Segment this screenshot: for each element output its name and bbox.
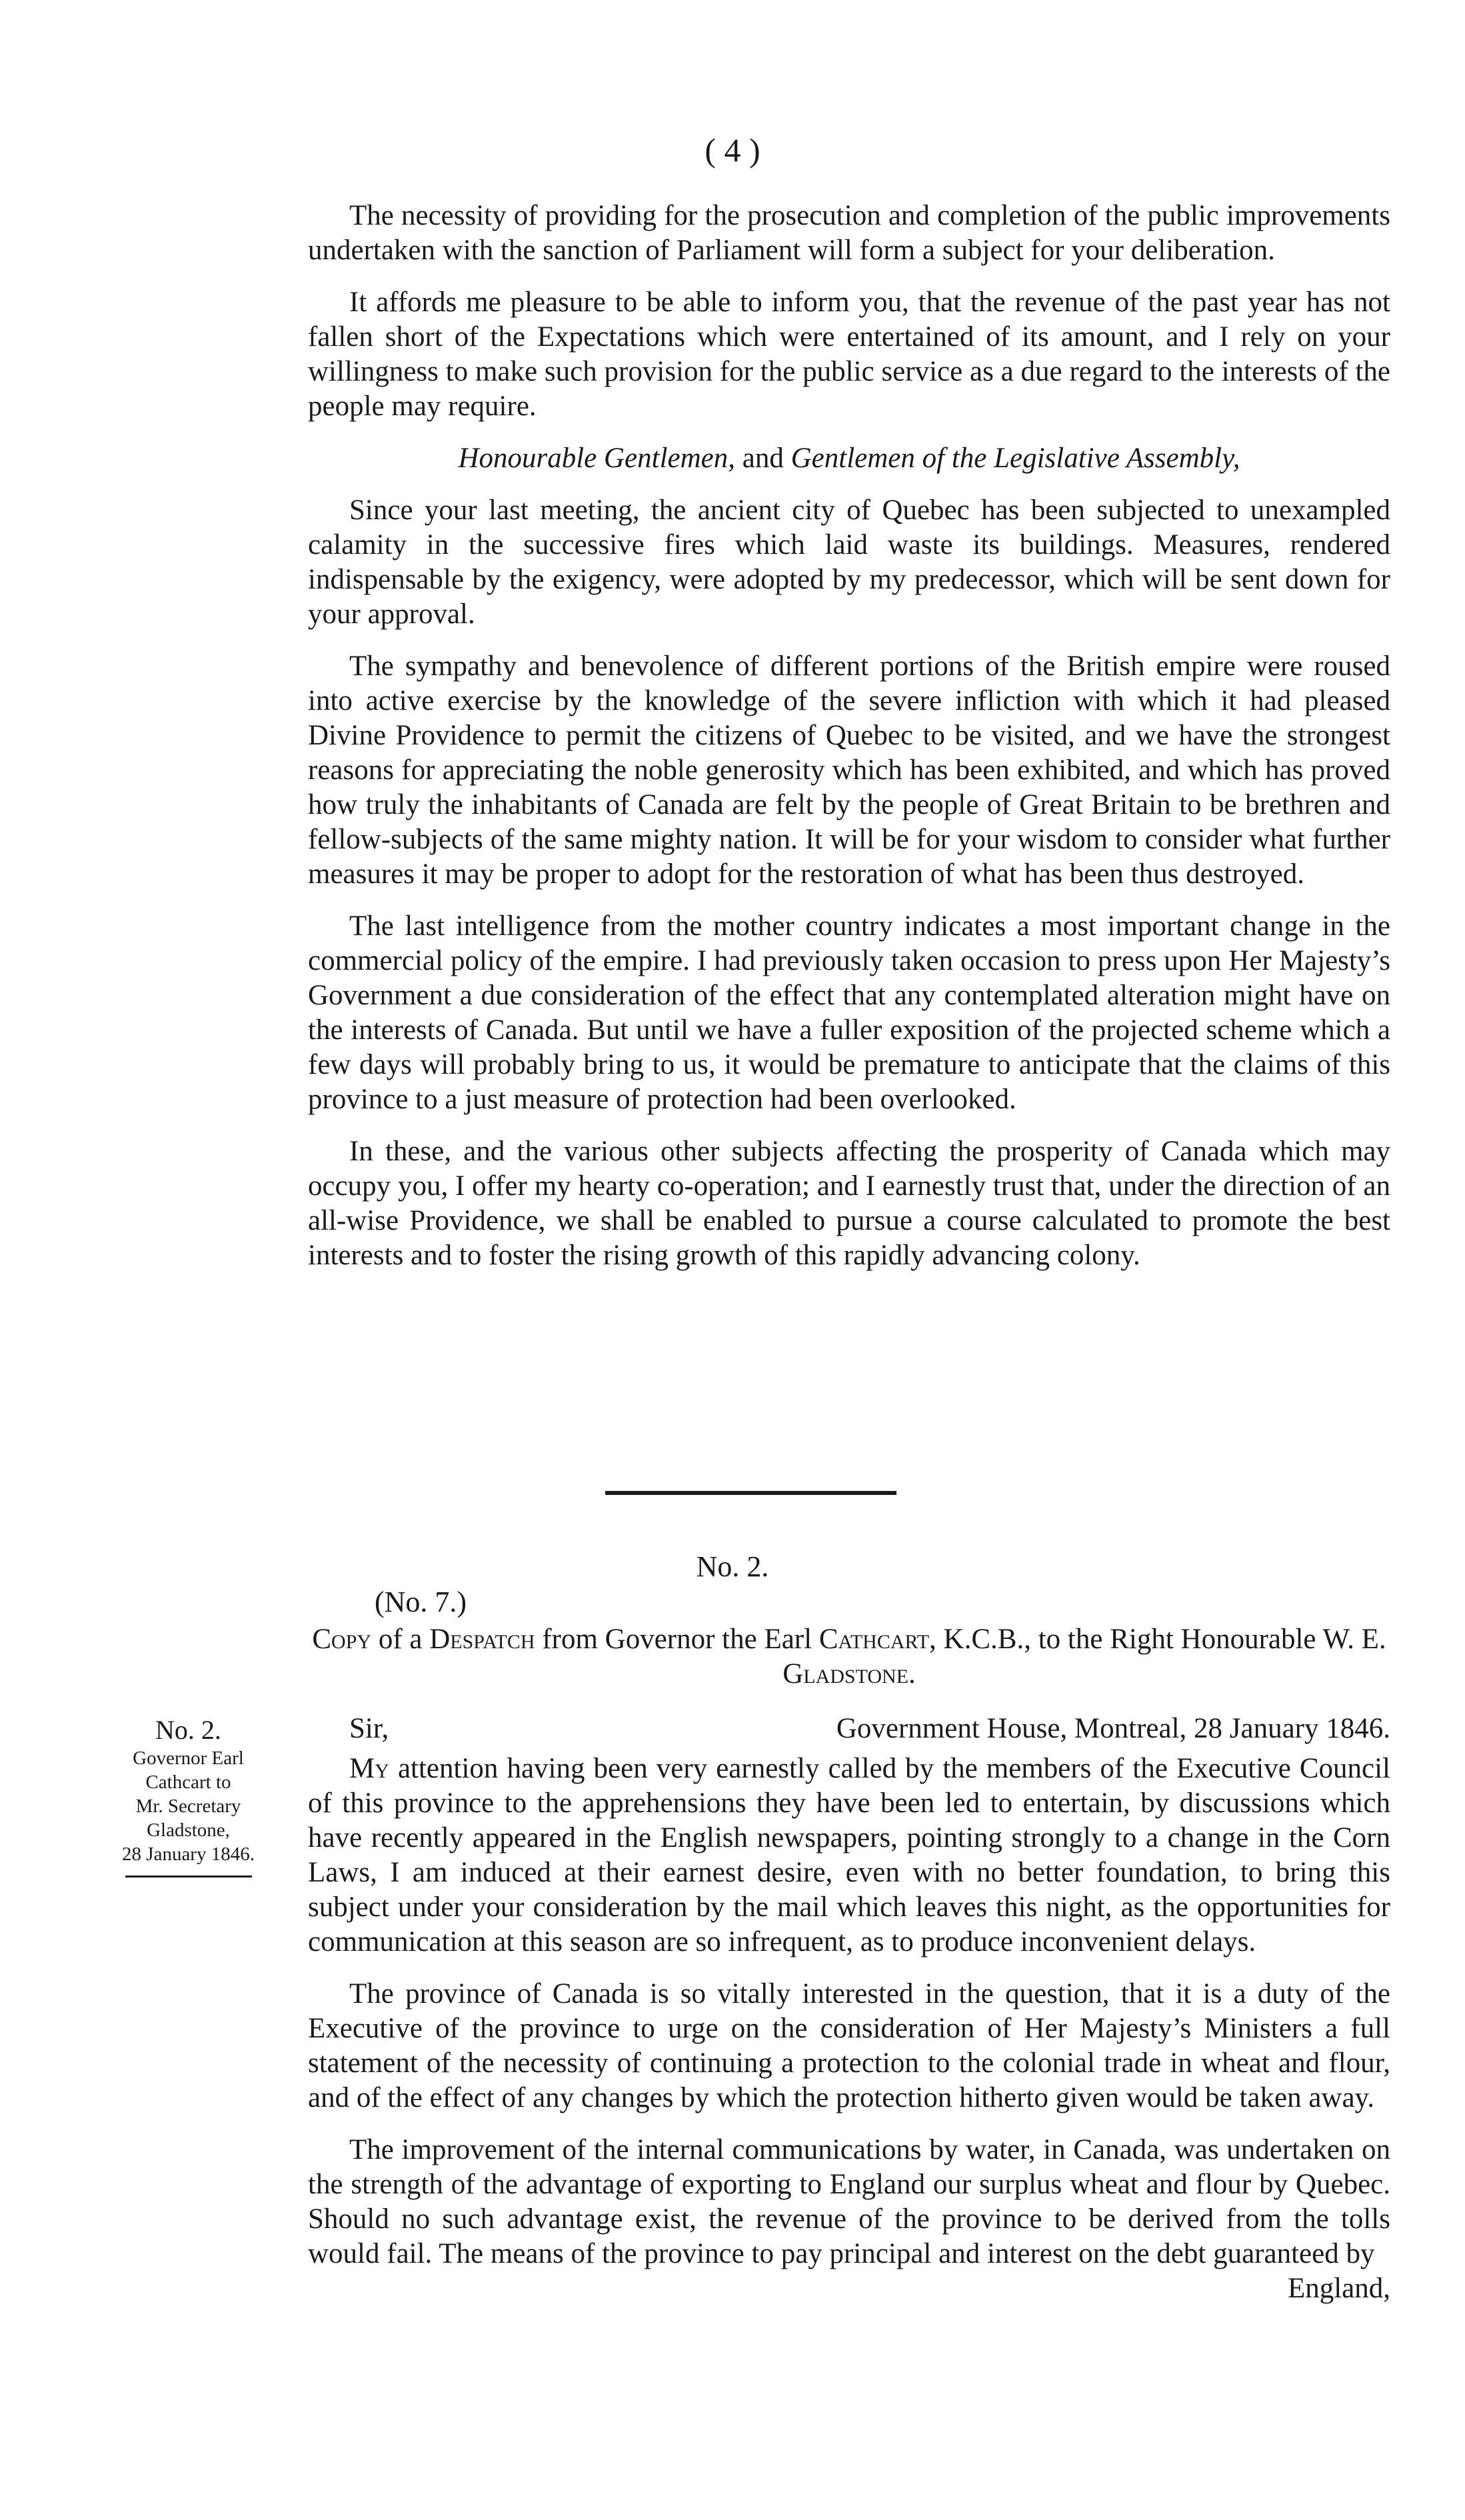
caption-from: from Governor the Earl (535, 1624, 819, 1655)
paragraph-internal-communications: The improvement of the internal communications by water, in Canada, was undertaken on the strength of the advantage of exporting to England our surplus wheat and flour by Quebec. Should no such advantage exist, the revenue of the province to be derived from the tolls would fail. The means of the province to pay principal and interest on the debt guaranteed by (308, 2134, 1390, 2269)
paragraph-corn-laws-text: attention having been very earnestly called by the members of the Executive Council of this province to the apprehensions they have been led to entertain, by discussions which have recently appeared in the English newspapers, pointing strongly to a change in the Corn Laws, I am induced at their earnest desire, even with no better foundation, to bring this subject under your consideration by the mail which leaves this night, as the opportunities for communication at this season are so infrequent, as to produce inconvenient delays. (308, 1753, 1390, 1957)
caption-gladstone: Gladstone (782, 1658, 909, 1690)
paragraph-sympathy: The sympathy and benevolence of different portions of the British empire were roused into active exercise by the knowledge of the severe infliction with which it had pleased Divine Providence to permit the citizens of Quebec to be visited, and we have the strongest reasons for appreciating the noble generosity which has been exhibited, and which has proved how truly the inhabitants of Canada are felt by the people of Great Britain to be brethren and fellow-subjects of the same mighty nation. It will be for your wisdom to consider what further measures it may be proper to adopt for the restoration of what has been thus destroyed. (308, 650, 1390, 890)
despatch-number: No. 2. (696, 1550, 769, 1583)
caption-despatch: Despatch (429, 1624, 535, 1655)
address-heading (308, 441, 1390, 476)
address-heading-joiner: and (735, 443, 791, 474)
despatch-body (308, 1585, 1390, 2306)
margin-note-line: Gladstone, (147, 1820, 230, 1841)
paragraph-public-improvements: The necessity of providing for the prosecution and completion of the public improvements undertaken with the sanction of Parliament will form a subject for your deliberation. (308, 200, 1390, 266)
margin-note-number: No. 2. (155, 1715, 221, 1745)
margin-note-line: Cathcart to (145, 1772, 231, 1793)
paragraph-commercial-policy: The last intelligence from the mother country indicates a most important change in the commercial policy of the empire. I had previously taken occasion to press upon Her Majesty’s Government a due consideration of the effect that any contemplated alteration might have on the interests of Canada. But until we have a fuller exposition of the projected scheme which a few days will probably bring to us, it would be premature to anticipate that the claims of this province to a just measure of protection had been overlooked. (308, 910, 1390, 1115)
catchword: England, (1287, 2273, 1390, 2304)
address-heading-part2: Gentlemen of the Legislative Assembly, (790, 443, 1240, 474)
margin-note-line: 28 January 1846. (122, 1844, 255, 1865)
page-number: ( 4 ) (705, 131, 760, 169)
despatch-caption (308, 1622, 1390, 1692)
paragraph-corn-laws (308, 1752, 1390, 1959)
caption-end: . (908, 1658, 916, 1690)
margin-note-line: Mr. Secretary (135, 1796, 241, 1817)
caption-copy: Copy (312, 1624, 372, 1655)
paragraph-quebec-fires: Since your last meeting, the ancient city of Quebec has been subjected to unexampled calamity in the successive fires which laid waste its buildings. Measures, rendered indispensable by the exigency, were adopted by my predecessor, which will be sent down for your approval. (308, 495, 1390, 630)
address-heading-part1: Honourable Gentlemen, (458, 443, 736, 474)
section-divider (605, 1491, 896, 1495)
salutation: Sir, (349, 1713, 389, 1744)
margin-note (93, 1714, 283, 1878)
salutation-line (308, 1712, 1390, 1746)
caption-rank: , K.C.B., to the Right Honourable W. E. (929, 1624, 1386, 1655)
minute-number: (No. 7.) (375, 1586, 467, 1618)
margin-note-line: Governor Earl (133, 1748, 244, 1769)
caption-cathcart: Cathcart (818, 1624, 930, 1655)
speech-continuation (308, 199, 1390, 1290)
paragraph-revenue: It affords me pleasure to be able to inform you, that the revenue of the past year has not fallen short of the Expectations which were entertained of its amount, and I rely on your willingness to make such provision for the public service as a due regard to the interests of the people may require. (308, 287, 1390, 422)
paragraph-cooperation: In these, and the various other subjects affecting the prosperity of Canada which may occupy you, I offer my hearty co-operation; and I earnestly trust that, under the direction of an all-wise Providence, we shall be enabled to pursue a course calculated to promote the best interests and to foster the rising growth of this rapidly advancing colony. (308, 1136, 1390, 1271)
paragraph-lead-word: My (349, 1753, 389, 1784)
caption-of-a: of a (371, 1624, 430, 1655)
margin-note-rule (125, 1876, 252, 1878)
paragraph-protection: The province of Canada is so vitally interested in the question, that it is a duty of the Executive of the province to urge on the consideration of Her Majesty’s Ministers a full statement of the necessity of continuing a protection to the colonial trade in wheat and flour, and of the effect of any changes by which the protection hitherto given would be taken away. (308, 1978, 1390, 2113)
dateline: Government House, Montreal, 28 January 1846. (836, 1713, 1390, 1744)
